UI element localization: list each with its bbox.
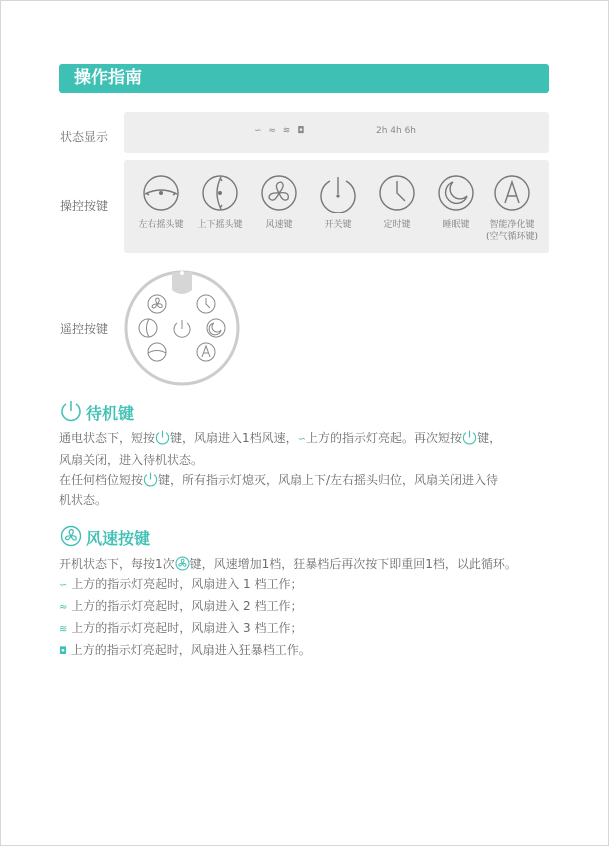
- control-label: 睡眠键: [442, 220, 470, 230]
- control-power: [309, 160, 367, 231]
- section-banner: 操作指南: [59, 64, 549, 93]
- control-sleep: [427, 160, 485, 231]
- control-sublabel: (空气循环键): [485, 232, 539, 242]
- control-timer: [368, 160, 426, 231]
- sleep-icon: [436, 173, 476, 213]
- vertical-swing-icon: [200, 173, 240, 213]
- power-icon: [462, 430, 477, 445]
- speed-text: 开机状态下，每按1次: [59, 557, 175, 571]
- speed-3-icon: ≋: [59, 624, 68, 635]
- standby-paragraph-1: [59, 428, 559, 510]
- speed-level-row: [59, 640, 559, 662]
- speed-level-text: 上方的指示灯亮起时，风扇进入 2 档工作；: [71, 599, 303, 613]
- standby-text: 机状态。: [59, 493, 108, 507]
- remote-row-label: 遥控按键: [60, 322, 109, 336]
- turbo-icon: ◘: [59, 646, 67, 657]
- standby-text: 键，: [477, 431, 502, 445]
- standby-section-title: [60, 400, 135, 423]
- power-icon: [318, 173, 358, 213]
- control-label: 智能净化键: [489, 220, 535, 230]
- speed-1-icon: ∽: [59, 580, 68, 591]
- speed-level-row: [59, 596, 559, 618]
- control-fan-speed: [250, 160, 308, 231]
- standby-text: 上方的指示灯亮起。再次短按: [306, 431, 463, 445]
- speed-level-text: 上方的指示灯亮起时，风扇进入 3 档工作；: [71, 621, 303, 635]
- speed-level-text: 上方的指示灯亮起时，风扇进入 1 档工作；: [71, 577, 303, 591]
- speed-level-text: 上方的指示灯亮起时，风扇进入狂暴档工作。: [70, 643, 311, 657]
- speed-indicator-icons: ∽ ≈ ≋ ◘: [254, 126, 307, 136]
- remote-control-diagram: [124, 268, 240, 390]
- timer-indicator-text: 2h 4h 6h: [376, 126, 417, 136]
- remote-control-icon: [124, 268, 240, 386]
- horizontal-swing-icon: [141, 173, 181, 213]
- fan-speed-icon: [259, 173, 299, 213]
- fan-speed-icon: [60, 525, 82, 547]
- controls-row-label: 操控按键: [60, 199, 109, 213]
- speed-1-icon: ∽: [297, 434, 307, 445]
- power-icon: [143, 472, 158, 487]
- status-row-label: 状态显示: [60, 130, 109, 144]
- auto-purify-icon: [492, 173, 532, 213]
- standby-text: 键，风扇进入1档风速，: [170, 431, 298, 445]
- power-icon: [155, 430, 170, 445]
- standby-text: 键，所有指示灯熄灭，风扇上下/左右摇头归位，风扇关闭进入待: [158, 473, 499, 487]
- power-icon: [60, 400, 82, 422]
- speed-section-title: [60, 525, 151, 548]
- speed-level-row: [59, 574, 559, 596]
- controls-panel: [124, 160, 549, 253]
- standby-text: 在任何档位短按: [59, 473, 144, 487]
- speed-2-icon: ≈: [59, 602, 68, 613]
- timer-icon: [377, 173, 417, 213]
- standby-text: 通电状态下，短按: [59, 431, 156, 445]
- control-vertical-swing: [191, 160, 249, 231]
- standby-text: 风扇关闭，进入待机状态。: [59, 453, 204, 467]
- speed-title: 风速按键: [86, 529, 151, 548]
- control-horizontal-swing: [132, 160, 190, 231]
- status-display-panel: [124, 112, 549, 153]
- control-label: 定时键: [383, 220, 411, 230]
- speed-level-row: [59, 618, 559, 640]
- control-label: 开关键: [324, 220, 352, 230]
- standby-title: 待机键: [86, 404, 135, 423]
- speed-text: 键，风速增加1档，狂暴档后再次按下即重回1档，以此循环。: [189, 557, 517, 571]
- fan-speed-icon: [175, 556, 190, 571]
- speed-paragraph: [59, 554, 559, 662]
- control-auto-purify: [483, 160, 541, 243]
- control-label: 上下摇头键: [197, 220, 243, 230]
- control-label: 左右摇头键: [138, 220, 184, 230]
- control-label: 风速键: [265, 220, 293, 230]
